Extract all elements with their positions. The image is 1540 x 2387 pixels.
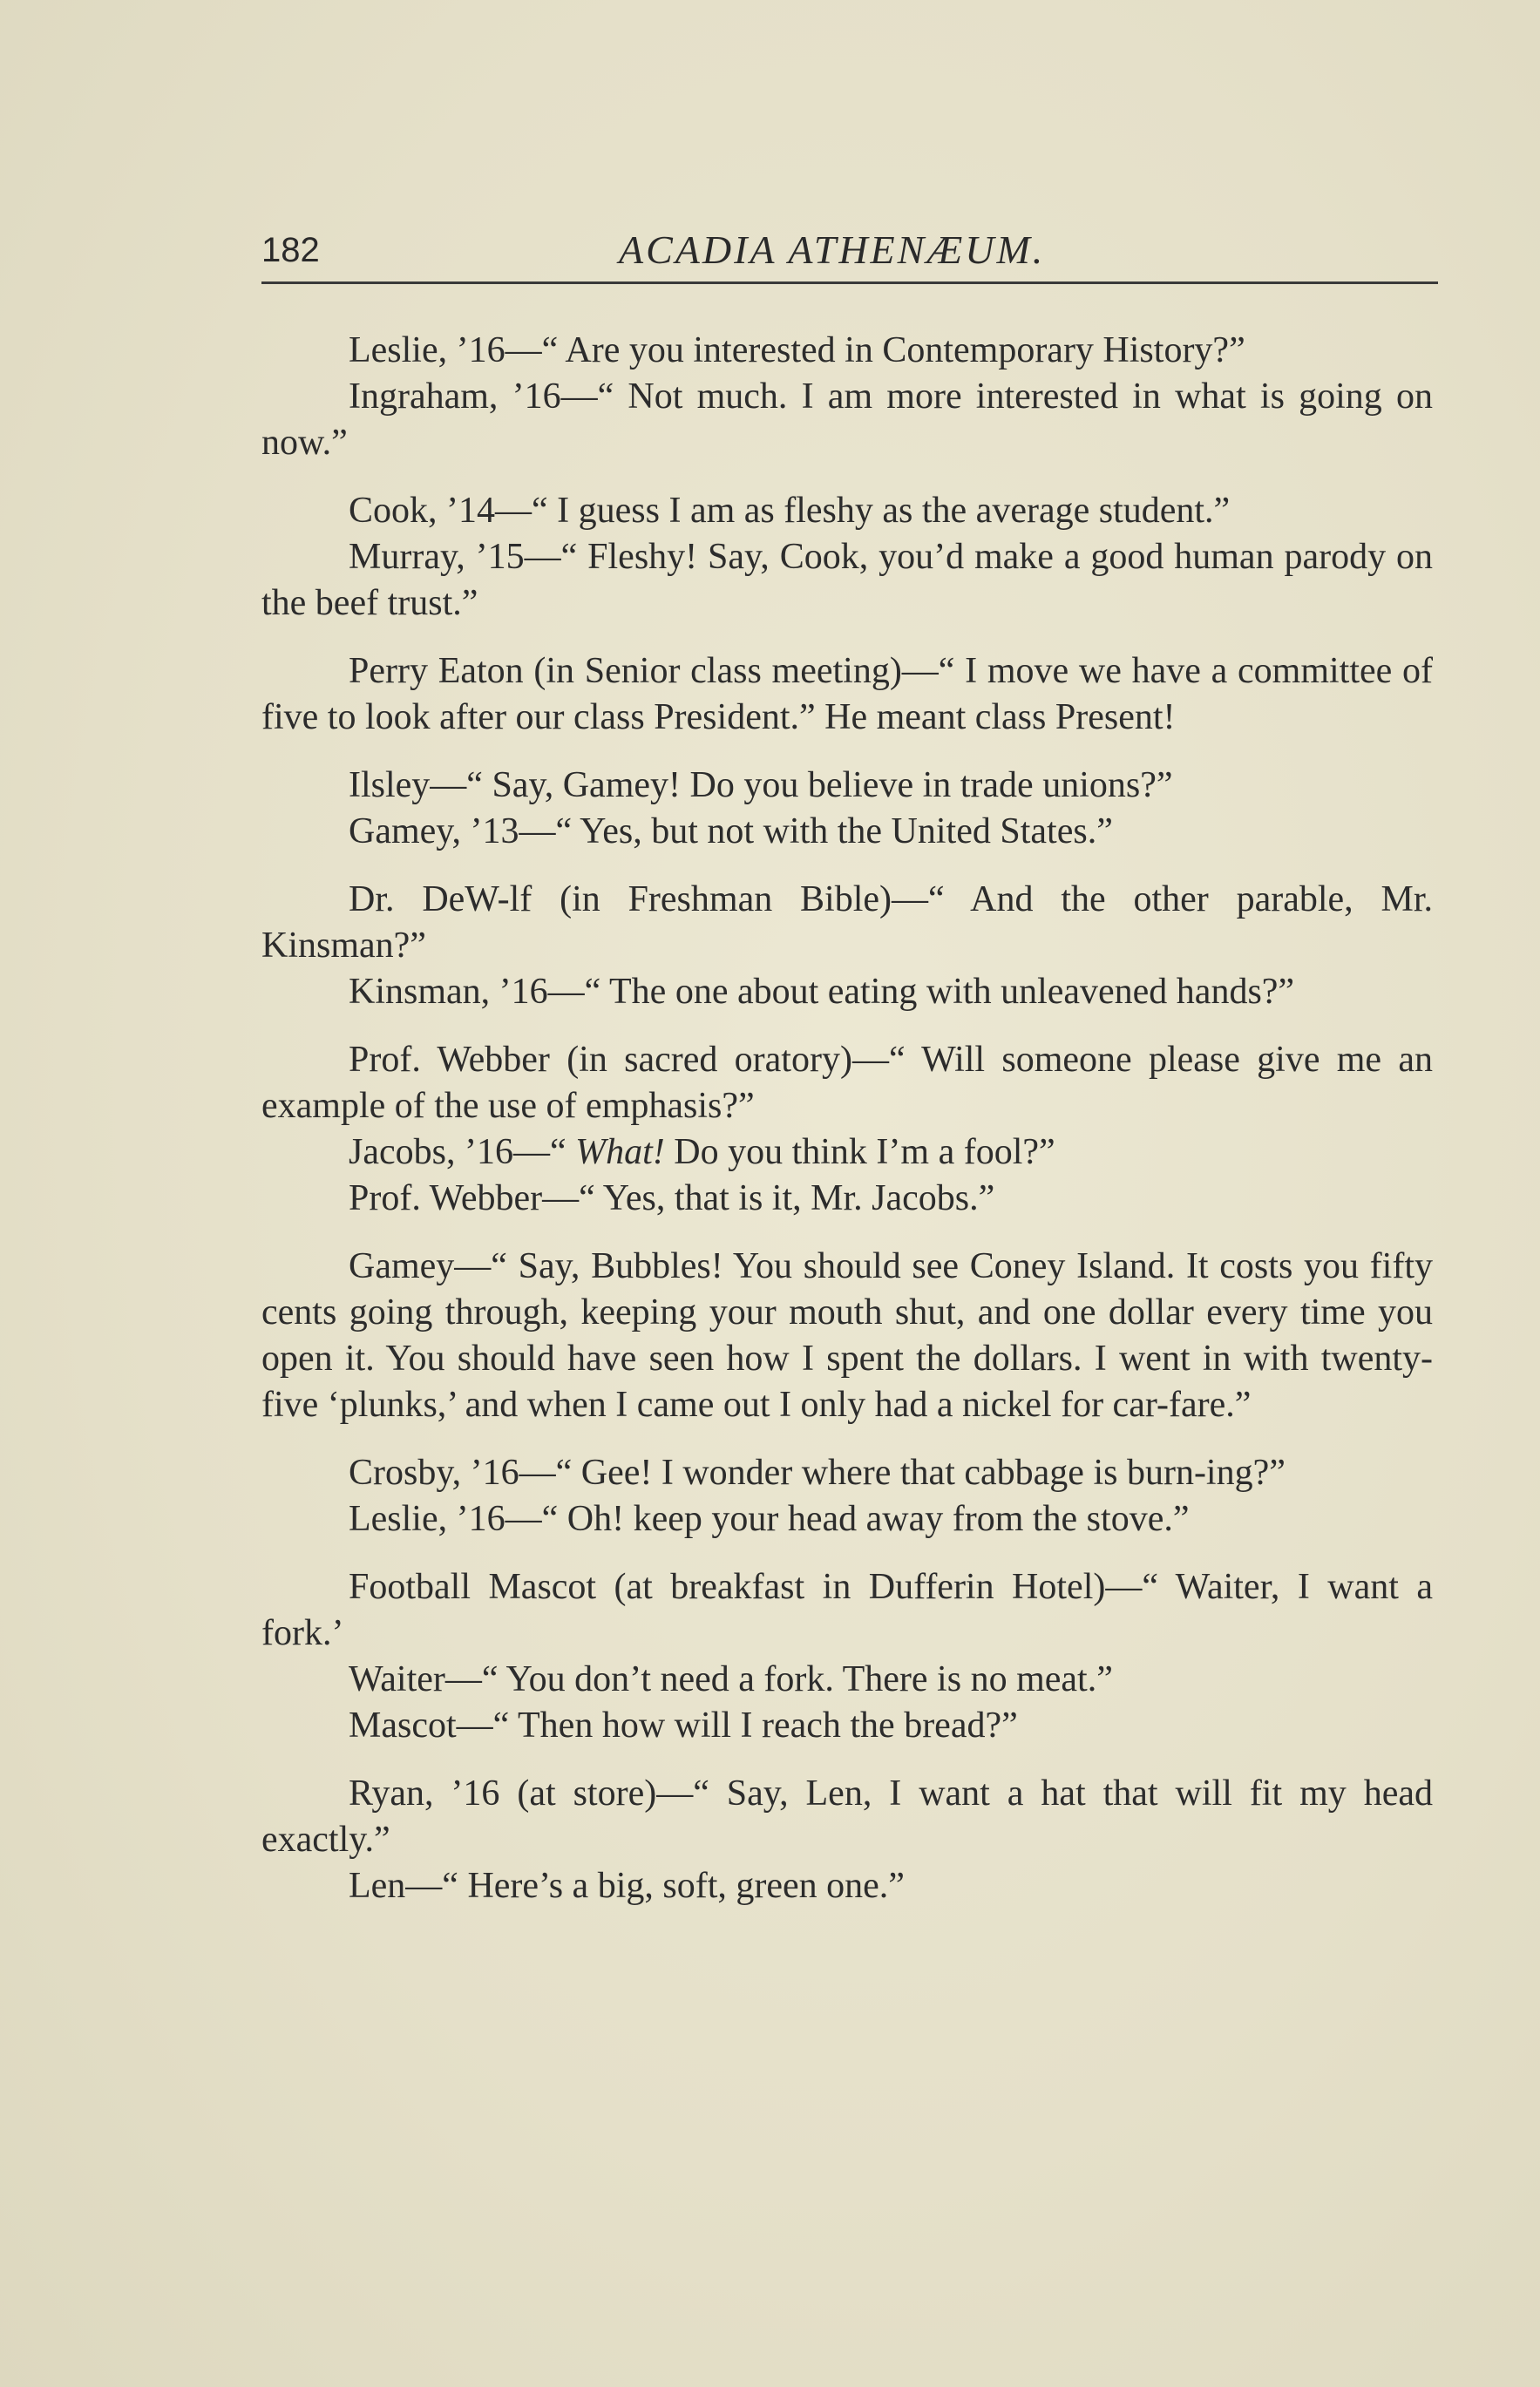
page-header <box>261 220 1438 281</box>
paragraph: Prof. Webber—“ Yes, that is it, Mr. Jacobs.” <box>349 1178 995 1218</box>
paragraph: Ingraham, ’16—“ Not much. I am more interested in what is going on now.” <box>261 376 1433 463</box>
paragraph: Cook, ’14—“ I guess I am as fleshy as the average student.” <box>349 491 1231 531</box>
paragraph: Dr. DeW-lf (in Freshman Bible)—“ And the other parable, Mr. Kinsman?” <box>261 879 1433 966</box>
paragraph: Mascot—“ Then how will I reach the bread?” <box>349 1705 1018 1746</box>
paragraph-tail: Do you think I’m a fool?” <box>664 1132 1055 1172</box>
paragraph: Perry Eaton (in Senior class meeting)—“ I move we have a committee of five to look after our class President.” He meant class Present! <box>261 651 1433 737</box>
paragraph: Waiter—“ You don’t need a fork. There is no meat.” <box>349 1659 1113 1699</box>
paragraph: Ryan, ’16 (at store)—“ Say, Len, I want a hat that will fit my head exactly.” <box>261 1773 1433 1860</box>
paragraph: Crosby, ’16—“ Gee! I wonder where that cabbage is burn-ing?” <box>349 1453 1286 1493</box>
paragraph: Gamey, ’13—“ Yes, but not with the United States.” <box>349 811 1113 851</box>
paragraph: Prof. Webber (in sacred oratory)—“ Will someone please give me an example of the use of emphasis?” <box>261 1040 1433 1126</box>
page-number: 182 <box>261 231 320 269</box>
paragraph <box>261 1129 1433 1176</box>
running-title: ACADIA ATHENÆUM. <box>619 227 1046 272</box>
italic-emphasis: What! <box>575 1132 665 1172</box>
paragraph: Football Mascot (at breakfast in Dufferin Hotel)—“ Waiter, I want a fork.’ <box>261 1567 1433 1653</box>
paragraph: Leslie, ’16—“ Are you interested in Contemporary History?” <box>349 330 1245 370</box>
body-text <box>261 328 1433 1909</box>
paragraph-lead: Jacobs, ’16—“ <box>349 1132 576 1172</box>
paragraph: Murray, ’15—“ Fleshy! Say, Cook, you’d make a good human parody on the beef trust.” <box>261 537 1433 623</box>
paragraph: Leslie, ’16—“ Oh! keep your head away from the stove.” <box>349 1499 1190 1539</box>
paragraph: Len—“ Here’s a big, soft, green one.” <box>349 1866 905 1906</box>
paragraph: Ilsley—“ Say, Gamey! Do you believe in trade unions?” <box>349 765 1173 805</box>
paragraph: Kinsman, ’16—“ The one about eating with unleavened hands?” <box>349 972 1295 1012</box>
paragraph: Gamey—“ Say, Bubbles! You should see Coney Island. It costs you fifty cents going through, keeping your mouth shut, and one dollar every time you open it. You should have seen how I spent the dollars. I went in with twenty-five ‘plunks,’ and when I came out I only had a nickel for car-fare.” <box>261 1246 1433 1425</box>
header-rule <box>261 281 1438 284</box>
